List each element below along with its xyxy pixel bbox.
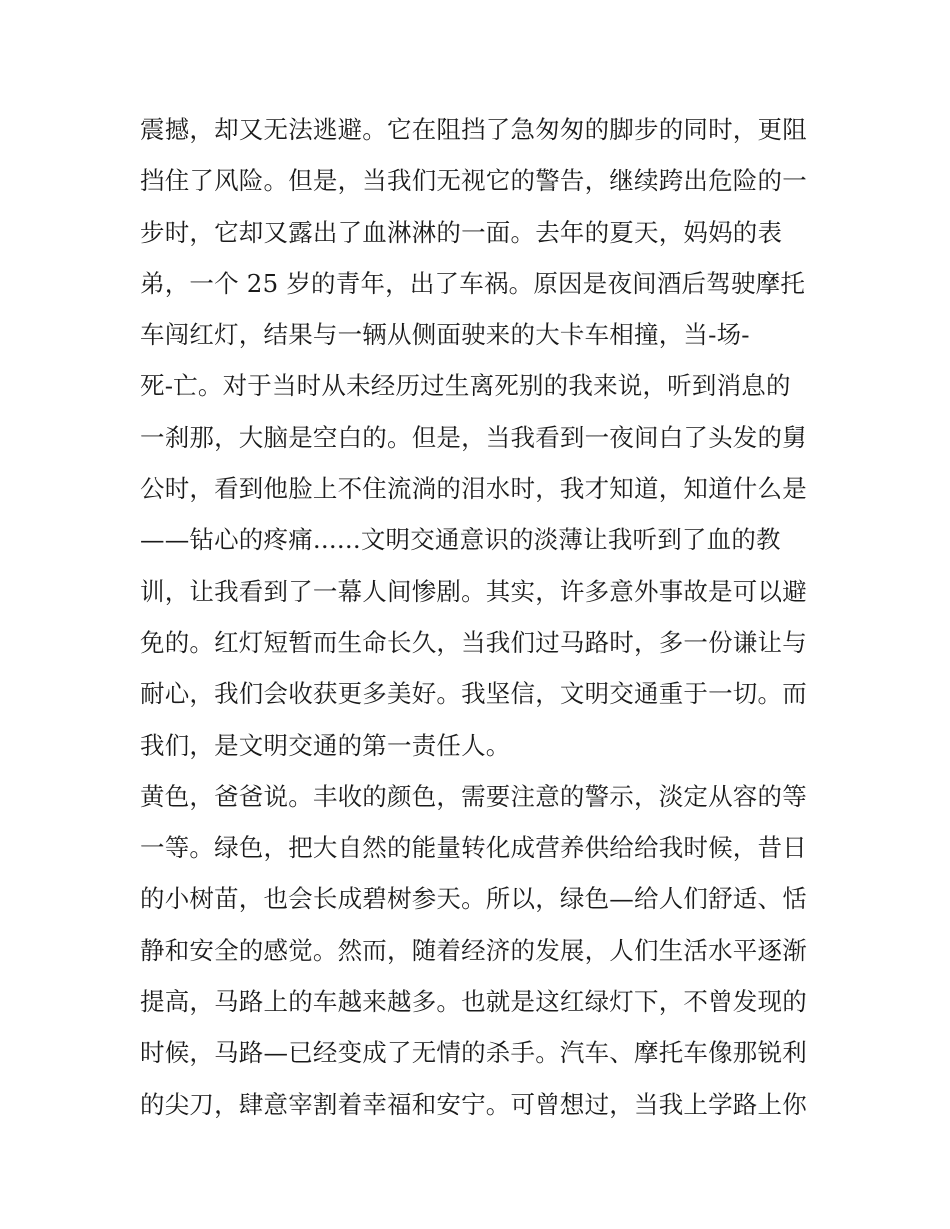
text-line: 时候，马路—已经变成了无情的杀手。汽车、摩托车像那锐利: [140, 1038, 807, 1068]
text-line: 静和安全的感觉。然而，随着经济的发展，人们生活水平逐渐: [140, 935, 807, 965]
text-line: 我们，是文明交通的第一责任人。: [140, 730, 511, 760]
text-line: 公时，看到他脸上不住流淌的泪水时，我才知道，知道什么是: [140, 474, 807, 504]
text-line: ——钻心的疼痛......文明交通意识的淡薄让我听到了血的教: [140, 525, 781, 555]
text-line: 训，让我看到了一幕人间惨剧。其实，许多意外事故是可以避: [140, 576, 807, 606]
text-line: 提高，马路上的车越来越多。也就是这红绿灯下，不曾发现的: [140, 987, 807, 1017]
text-line: 的小树苗，也会长成碧树参天。所以，绿色—给人们舒适、恬: [140, 884, 807, 914]
text-line: 死-亡。对于当时从未经历过生离死别的我来说，听到消息的: [140, 371, 791, 401]
text-line: 步时，它却又露出了血淋淋的一面。去年的夏天，妈妈的表: [140, 217, 783, 247]
text-line: 的尖刀，肆意宰割着幸福和安宁。可曾想过，当我上学路上你: [140, 1089, 807, 1119]
text-line: 免的。红灯短暂而生命长久，当我们过马路时，多一份谦让与: [140, 627, 807, 657]
text-line: 一等。绿色，把大自然的能量转化成营养供给给我时候，昔日: [140, 833, 807, 863]
text-line: 一刹那，大脑是空白的。但是，当我看到一夜间白了头发的舅: [140, 422, 807, 452]
text-line: 弟，一个 25 岁的青年，出了车祸。原因是夜间酒后驾驶摩托: [140, 268, 806, 298]
text-line: 震撼，却又无法逃避。它在阻挡了急匆匆的脚步的同时，更阻: [140, 115, 807, 144]
text-line: 黄色，爸爸说。丰收的颜色，需要注意的警示，淡定从容的等: [140, 781, 807, 811]
body-text: [140, 104, 820, 1130]
text-line: 车闯红灯，结果与一辆从侧面驶来的大卡车相撞，当-场-: [140, 320, 750, 350]
text-line: 耐心，我们会收获更多美好。我坚信，文明交通重于一切。而: [140, 679, 807, 709]
text-line: 挡住了风险。但是，当我们无视它的警告，继续跨出危险的一: [140, 166, 807, 196]
